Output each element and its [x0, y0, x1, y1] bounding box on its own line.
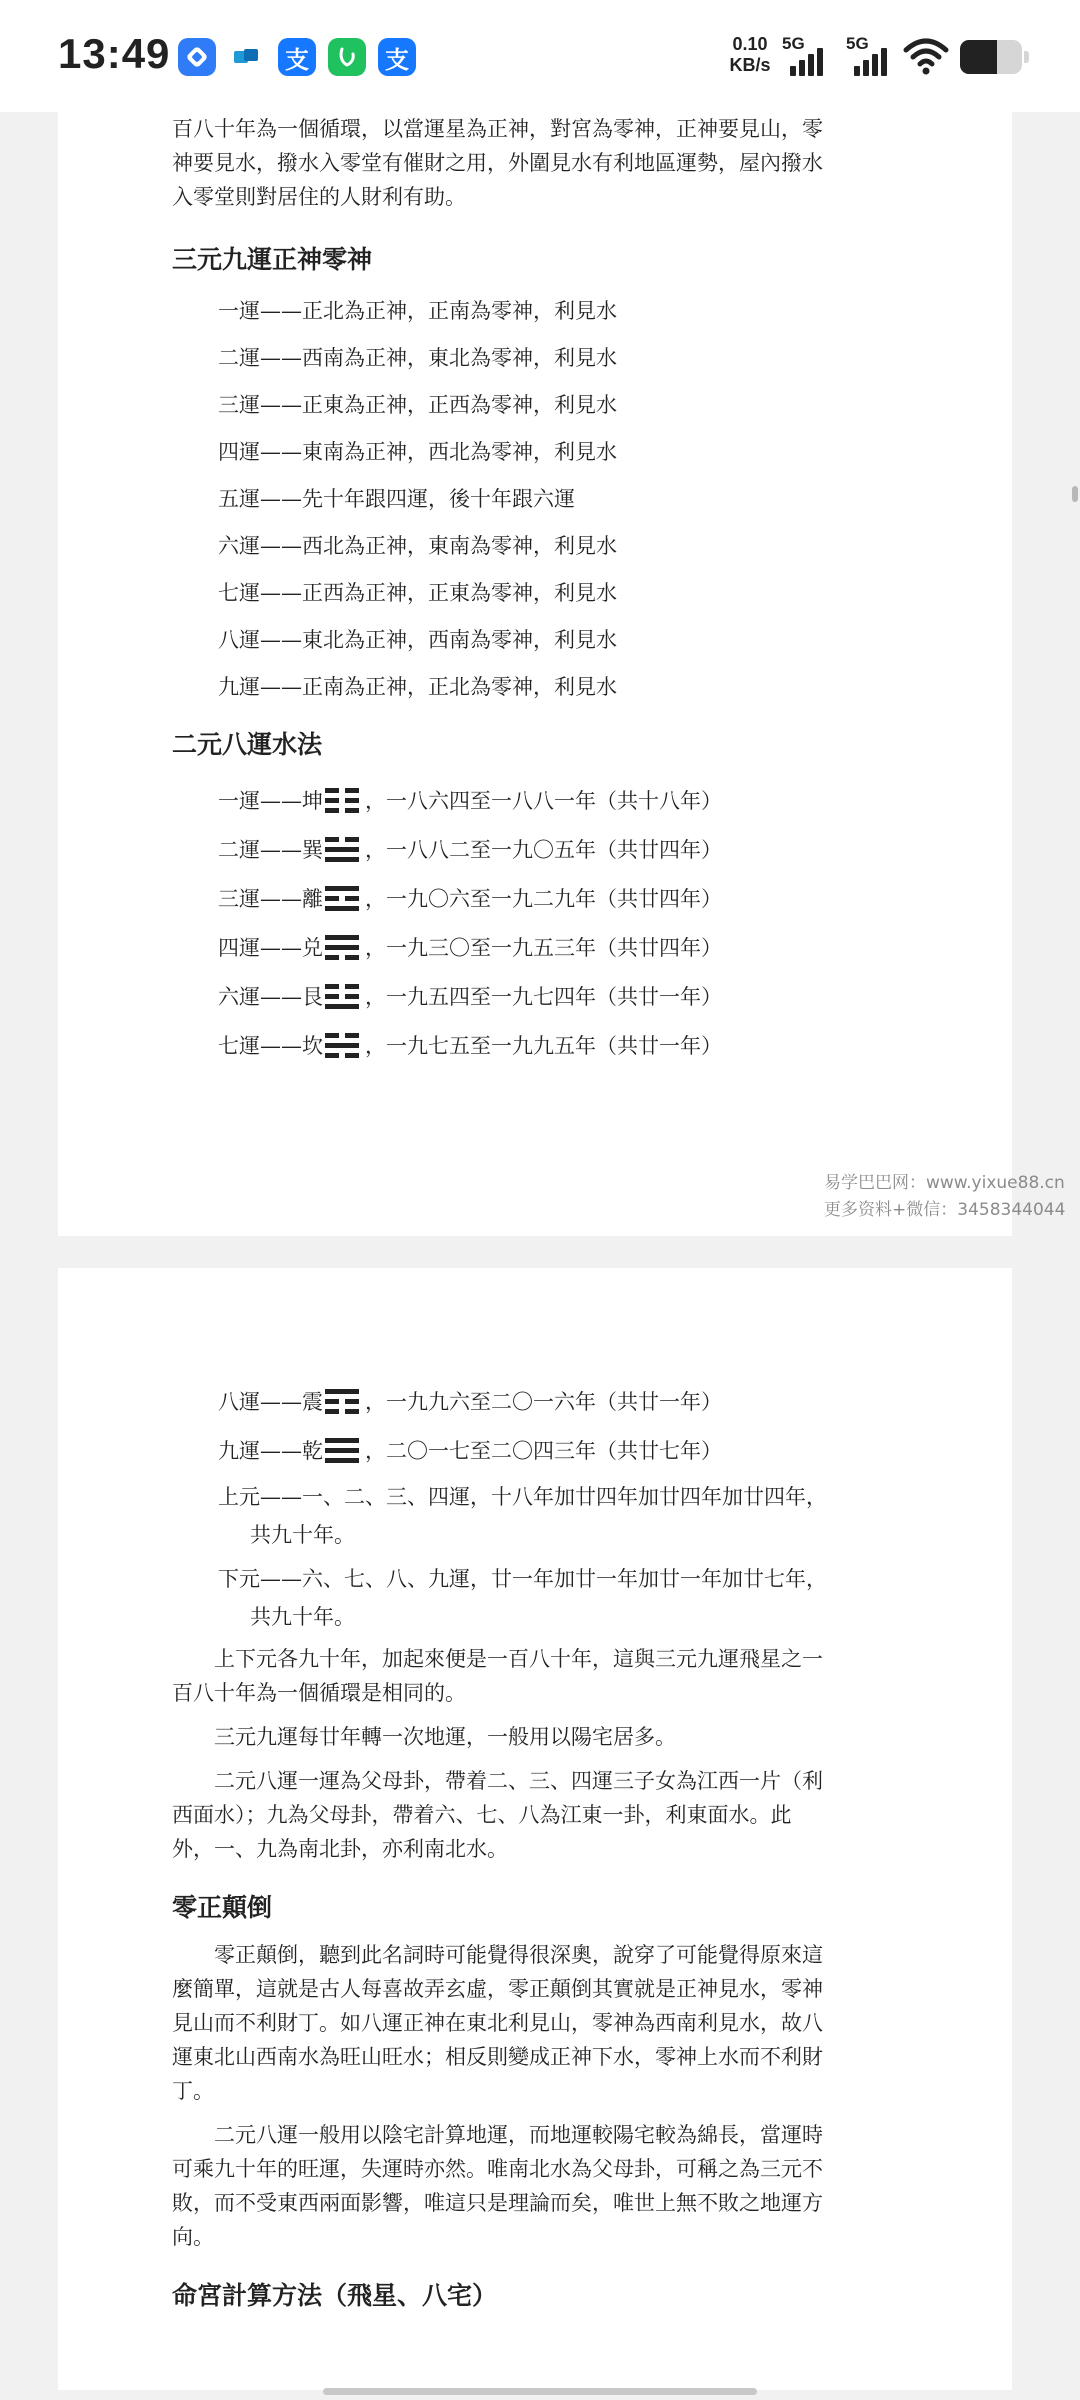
- yun-years: ，一九〇六至一九二九年（共廿四年）: [365, 886, 722, 911]
- intro-line: 百八十年為一個循環，以當運星為正神，對宮為零神，正神要見山，零: [172, 117, 823, 141]
- yun-name: 一運——坤: [218, 788, 323, 813]
- text-line: 零正顛倒，聽到此名詞時可能覺得很深奧，說穿了可能覺得原來這: [214, 1943, 823, 1967]
- text-line: 丁。: [172, 2079, 214, 2103]
- alipay-icon: 支: [278, 38, 316, 76]
- trigram-icon: [325, 982, 359, 1010]
- list-item: 六運——西北為正神，東南為零神，利見水: [218, 534, 617, 558]
- app-icon-blue: [178, 38, 216, 76]
- list-item: [172, 1376, 962, 1425]
- lower-yuan: [172, 1560, 962, 1636]
- list-item: 七運——正西為正神，正東為零神，利見水: [218, 581, 617, 605]
- text-line: 共九十年。: [250, 1605, 355, 1629]
- text-line: 西面水）；九為父母卦，帶着六、七、八為江東一卦，利東面水。此: [172, 1803, 792, 1827]
- section-heading: 三元九運正神零神: [172, 245, 373, 274]
- paragraph: [172, 1720, 962, 1754]
- text-line: 敗，而不受東西兩面影響，唯這只是理論而矣，唯世上無不敗之地運方: [172, 2191, 823, 2215]
- trigram-icon: [325, 1387, 359, 1415]
- scroll-indicator[interactable]: [1072, 486, 1078, 502]
- nine-yun-list: [172, 288, 962, 711]
- text-line: 麼簡單，這就是古人每喜故弄玄虛，零正顛倒其實就是正神見水，零神: [172, 1977, 823, 2001]
- wechat-pay-icon: [328, 38, 366, 76]
- yun-years: ，一八六四至一八八一年（共十八年）: [365, 788, 722, 813]
- clock: 13:49: [58, 30, 171, 77]
- watermark-line: 更多资料+微信：3458344044: [824, 1200, 1066, 1220]
- list-item: [172, 971, 962, 1020]
- battery-tip: [1024, 51, 1029, 63]
- network-speed: [722, 34, 778, 76]
- list-item: [172, 922, 962, 971]
- wifi-icon: [902, 36, 950, 76]
- yun-years: ，二〇一七至二〇四三年（共廿七年）: [365, 1438, 722, 1463]
- network-speed-unit: KB/s: [729, 55, 771, 75]
- text-line: 上元——一、二、三、四運，十八年加廿四年加廿四年加廿四年，: [218, 1485, 827, 1509]
- text-line: 二元八運一般用以陰宅計算地運，而地運較陽宅較為綿長，當運時: [214, 2123, 823, 2147]
- yun-years: ，一九九六至二〇一六年（共廿一年）: [365, 1389, 722, 1414]
- list-item: [172, 824, 962, 873]
- trigram-icon: [325, 835, 359, 863]
- yun-years: ，一九五四至一九七四年（共廿一年）: [365, 984, 722, 1009]
- list-item: 二運——西南為正神，東北為零神，利見水: [218, 346, 617, 370]
- list-item: 一運——正北為正神，正南為零神，利見水: [218, 299, 617, 323]
- watermark: [824, 1170, 1074, 1224]
- list-item: [172, 1020, 962, 1069]
- trigram-icon: [325, 933, 359, 961]
- yun-years: ，一八八二至一九〇五年（共廿四年）: [365, 837, 722, 862]
- text-line: 三元九運每廿年轉一次地運，一般用以陽宅居多。: [214, 1725, 676, 1749]
- watermark-line: 易学巴巴网：www.yixue88.cn: [824, 1173, 1065, 1193]
- trigram-icon: [325, 1436, 359, 1464]
- status-bar: [0, 0, 1080, 112]
- paragraph: [172, 1642, 962, 1710]
- list-item: 三運——正東為正神，正西為零神，利見水: [218, 393, 617, 417]
- trigram-icon: [325, 1031, 359, 1059]
- yun-name: 七運——坎: [218, 1033, 323, 1058]
- signal-label-sim1: 5G: [782, 34, 805, 53]
- signal-label-sim2: 5G: [846, 34, 869, 53]
- text-line: 上下元各九十年，加起來便是一百八十年，這與三元九運飛星之一: [214, 1647, 823, 1671]
- yun-name: 九運——乾: [218, 1438, 323, 1463]
- paragraph: [172, 1764, 962, 1866]
- text-line: 見山而不利財丁。如八運正神在東北利見山，零神為西南利見水，故八: [172, 2011, 823, 2035]
- trigram-icon: [325, 884, 359, 912]
- list-item: 四運——東南為正神，西北為零神，利見水: [218, 440, 617, 464]
- text-line: 運東北山西南水為旺山旺水；相反則變成正神下水，零神上水而不利財: [172, 2045, 823, 2069]
- notification-icons: [178, 38, 416, 76]
- two-yuan-list-continued: [172, 1376, 962, 1474]
- alipay-icon: 支: [378, 38, 416, 76]
- trigram-icon: [325, 786, 359, 814]
- yun-name: 二運——巽: [218, 837, 323, 862]
- upper-yuan-text: [172, 1478, 962, 1554]
- list-item: [172, 775, 962, 824]
- yun-years: ，一九三〇至一九五三年（共廿四年）: [365, 935, 722, 960]
- text-line: 共九十年。: [250, 1523, 355, 1547]
- list-item: 八運——東北為正神，西南為零神，利見水: [218, 628, 617, 652]
- upper-yuan: [172, 1478, 962, 1554]
- text-line: 百八十年為一個循環是相同的。: [172, 1681, 466, 1705]
- text-line: 二元八運一運為父母卦，帶着二、三、四運三子女為江西一片（利: [214, 1769, 823, 1793]
- page-1-content: [172, 112, 962, 1069]
- battery-level-fill: [960, 40, 997, 74]
- lower-yuan-text: [172, 1560, 962, 1636]
- section-heading: 二元八運水法: [172, 730, 323, 759]
- signal-icon-sim1: [782, 34, 846, 76]
- intro-line: 入零堂則對居住的人財利有助。: [172, 185, 466, 209]
- list-item: 五運——先十年跟四運，後十年跟六運: [218, 487, 575, 511]
- two-yuan-list: [172, 775, 962, 1069]
- yun-years: ，一九七五至一九九五年（共廿一年）: [365, 1033, 722, 1058]
- section-heading: 零正顛倒: [172, 1893, 273, 1922]
- text-line: 可乘九十年的旺運，失運時亦然。唯南北水為父母卦，可稱之為三元不: [172, 2157, 823, 2181]
- paragraph: [172, 2118, 962, 2254]
- document-page-1: [58, 112, 1012, 1236]
- intro-line: 神要見水，撥水入零堂有催財之用，外圍見水有利地區運勢，屋內撥水: [172, 151, 823, 175]
- intro-paragraph: [172, 112, 962, 214]
- yun-name: 四運——兑: [218, 935, 323, 960]
- app-icon-teal: [228, 38, 266, 76]
- text-line: 下元——六、七、八、九運，廿一年加廿一年加廿一年加廿七年，: [218, 1567, 827, 1591]
- home-indicator[interactable]: [323, 2388, 757, 2395]
- list-item: 九運——正南為正神，正北為零神，利見水: [218, 675, 617, 699]
- battery-icon: [960, 40, 1022, 74]
- text-line: 向。: [172, 2225, 214, 2249]
- section-heading: 命宮計算方法（飛星、八宅）: [172, 2281, 498, 2310]
- list-item: [172, 1425, 962, 1474]
- text-line: 外，一、九為南北卦，亦利南北水。: [172, 1837, 508, 1861]
- yun-name: 三運——離: [218, 886, 323, 911]
- page-2-content: [172, 1376, 962, 2312]
- signal-icon-sim2: [846, 34, 910, 76]
- yun-name: 六運——艮: [218, 984, 323, 1009]
- document-page-2: [58, 1268, 1012, 2390]
- list-item: [172, 873, 962, 922]
- network-speed-value: 0.10: [732, 34, 768, 54]
- yun-name: 八運——震: [218, 1389, 323, 1414]
- paragraph: [172, 1938, 962, 2108]
